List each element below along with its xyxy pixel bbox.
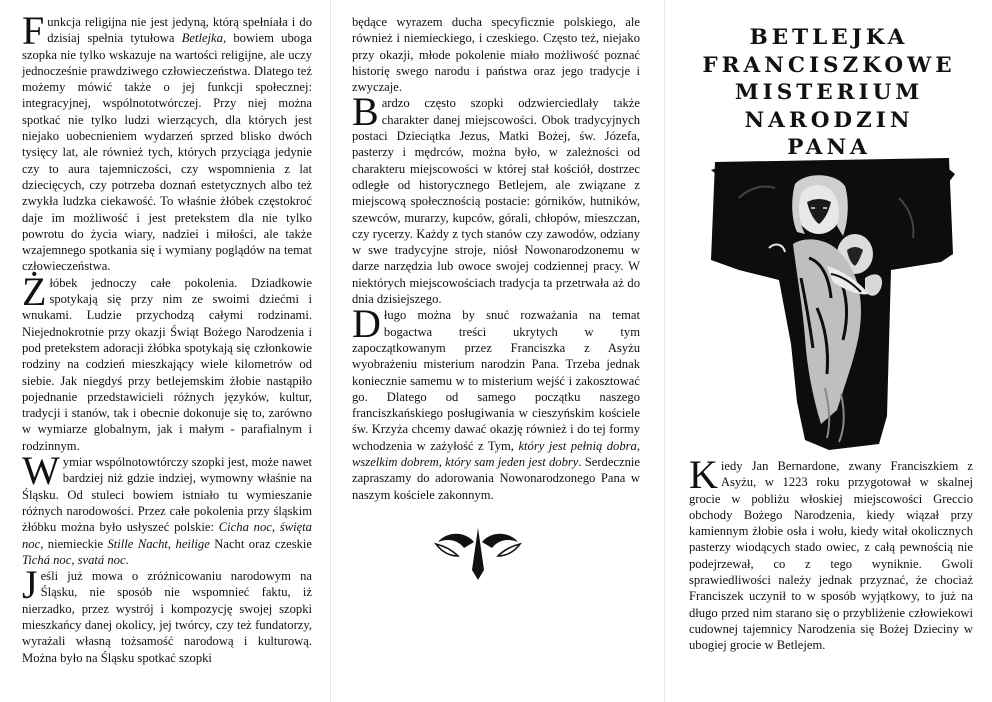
franciscan-ornament-icon [434, 522, 522, 584]
column-middle [352, 14, 640, 503]
paragraph: Długo można by snuć rozważania na temat bogactwa treści ukrytych w tym zapoczątkowanym przez Franciszka z Asyżu wyobrażeniu misterium narodzin Pana. Trzeba jednak koniecznie samemu w to misterium wejść i zakosztować go. Dlatego od samego początku naszego franciszkańskiego posługiwania w cieszyńskim kościele św. Krzyża chcemy dawać okazję również i do tej formy wchodzenia w zażyłość z Tym, który jest pełnią dobra, wszelkim dobrem, który sam jeden jest dobry. Serdecznie zapraszamy do adorowania Nowonarodzonego Pana w naszym kościele zakonnym. [352, 301, 640, 502]
column-right [689, 452, 973, 654]
column-left [22, 8, 312, 666]
drop-cap: W [22, 448, 60, 494]
drop-cap: Ż [22, 268, 47, 314]
madonna-and-child-woodcut [709, 158, 957, 452]
drop-cap: J [22, 562, 38, 608]
leaflet-title: BETLEJKA FRANCISZKOWE MISTERIUM NARODZIN PANA [702, 25, 956, 160]
paragraph: Wymiar wspólnotowtórczy szopki jest, może nawet bardziej niż gdzie indziej, wymowny właśnie na Śląsku. Od stuleci bowiem istniało tu wymieszanie różnych narodowości. Przez całe pokolenia przy śląskim żłóbku można było usłyszeć polskie: Cicha noc, święta noc, niemieckie Stille Nacht, heilige Nacht oraz czeskie Tichá noc, svatá noc. [22, 448, 312, 567]
paragraph: Funkcja religijna nie jest jedyną, którą spełniała i do dzisiaj spełnia tytułowa Betlejka, bowiem uboga szopka nie tylko wskazuje na wartości religijne, ale uczy jednocześnie prawdziwego człowieczeństwa. Dlatego też możemy mówić także o jej funkcji społecznej: integracyjnej, wspólnototwórczej. Przy niej można spotkać nie tylko ludzi wierzących, dla których jest niejako uobecnieniem wydarzeń sprzed blisko dwóch tysięcy lat, ale również tych, których przyciąga jedynie czy to aura tajemniczości, czy wspomnienia z lat dziecięcych, czy potrzeba doznań estetycznych albo też zwykła ludzka ciekawość. To właśnie żłóbek częstokroć daje im możliwość i jest pretekstem dla nie tylko powrotu do życia wiary, nadziei i miłości, ale także wzajemnego spotkania się i wymiany poglądów na temat człowieczeństwa. [22, 8, 312, 274]
paragraph: Bardzo często szopki odzwierciedlały także charakter danej miejscowości. Obok tradycyjnych postaci Dzieciątka Jezus, Matki Bożej, św. Józefa, pasterzy i mędrców, można było, w zależności od charakteru miejscowości w której stał kościół, dostrzec odległe od historycznego Betlejem, ale związane z miejscową społecznością postacie: górników, hutników, szewców, murarzy, kupców, górali, chłopów, mieszczan, czy rycerzy. Każdy z tych stanów czy zawodów, odziany w swe tradycyjne stroje, niósł Nowonarodzonemu w darze narzędzia lub owoce swojej codziennej pracy. W niektórych miejscowościach tradycja ta przetrwała aż do dnia dzisiejszego. [352, 89, 640, 307]
fold-line-left [330, 0, 331, 702]
fold-line-right [664, 0, 665, 702]
drop-cap: D [352, 301, 381, 347]
paragraph: Żłóbek jednoczy całe pokolenia. Dziadkowie spotykają się przy nim ze swoimi dziećmi i wnukami. Ludzie przychodzą całymi rodzinami. Niejednokrotnie przy okazji Świąt Bożego Narodzenia i pod pretekstem adoracji żłóbka spotykają się członkowie rodziny na codzień mieszkający wiele kilometrów od siebie. Jak niegdyś przy betlejemskim żłobie nastąpiło pojednanie przedstawicieli różnych języków, kultur, tradycji i stanów, tak i obecnie dokonuje się to, zarówno w wymiarze globalnym, jak i małym - parafialnym i rodzinnym. [22, 268, 312, 453]
paragraph: Kiedy Jan Bernardone, zwany Franciszkiem z Asyżu, w 1223 roku przygotował w skalnej grocie w pobliżu włoskiej miejscowości Greccio obchody Bożego Narodzenia, kiedy wiązał przy kamiennym żłobie osła i wołu, kiedy witał okolicznych pasterzy wiodących stado owiec, z całą pewnością nie podejrzewał, co z tego wyniknie. Gwoli sprawiedliwości należy jednak przyznać, że chociaż Franciszek uczynił to w sposób wyjątkowy, to już na długo przed nim starano się o przybliżenie człowiekowi cudownej tajemnicy Narodzenia się Bożej Dzieciny w ubogiej grocie w Betlejem. [689, 452, 973, 653]
paragraph: będące wyrazem ducha specyficznie polskiego, ale również i niemieckiego, i czeskiego. Często też, niejako przy okazji, młode pokolenie miało możliwość poznać historię swego narodu i państwa oraz jego tradycje i zwyczaje. [352, 15, 640, 95]
drop-cap: F [22, 8, 45, 53]
paragraph: Jeśli już mowa o zróżnicowaniu narodowym na Śląsku, nie sposób nie wspomnieć faktu, iż nierzadko, przez wystrój i kompozycję swojej szopki mieszkańcy danej okolicy, jej twórcy, czy też fundatorzy, wyrażali własną tożsamość narodową i kulturową. Można było na Śląsku spotkać szopki [22, 562, 312, 665]
drop-cap: B [352, 89, 379, 135]
drop-cap: K [689, 452, 718, 497]
